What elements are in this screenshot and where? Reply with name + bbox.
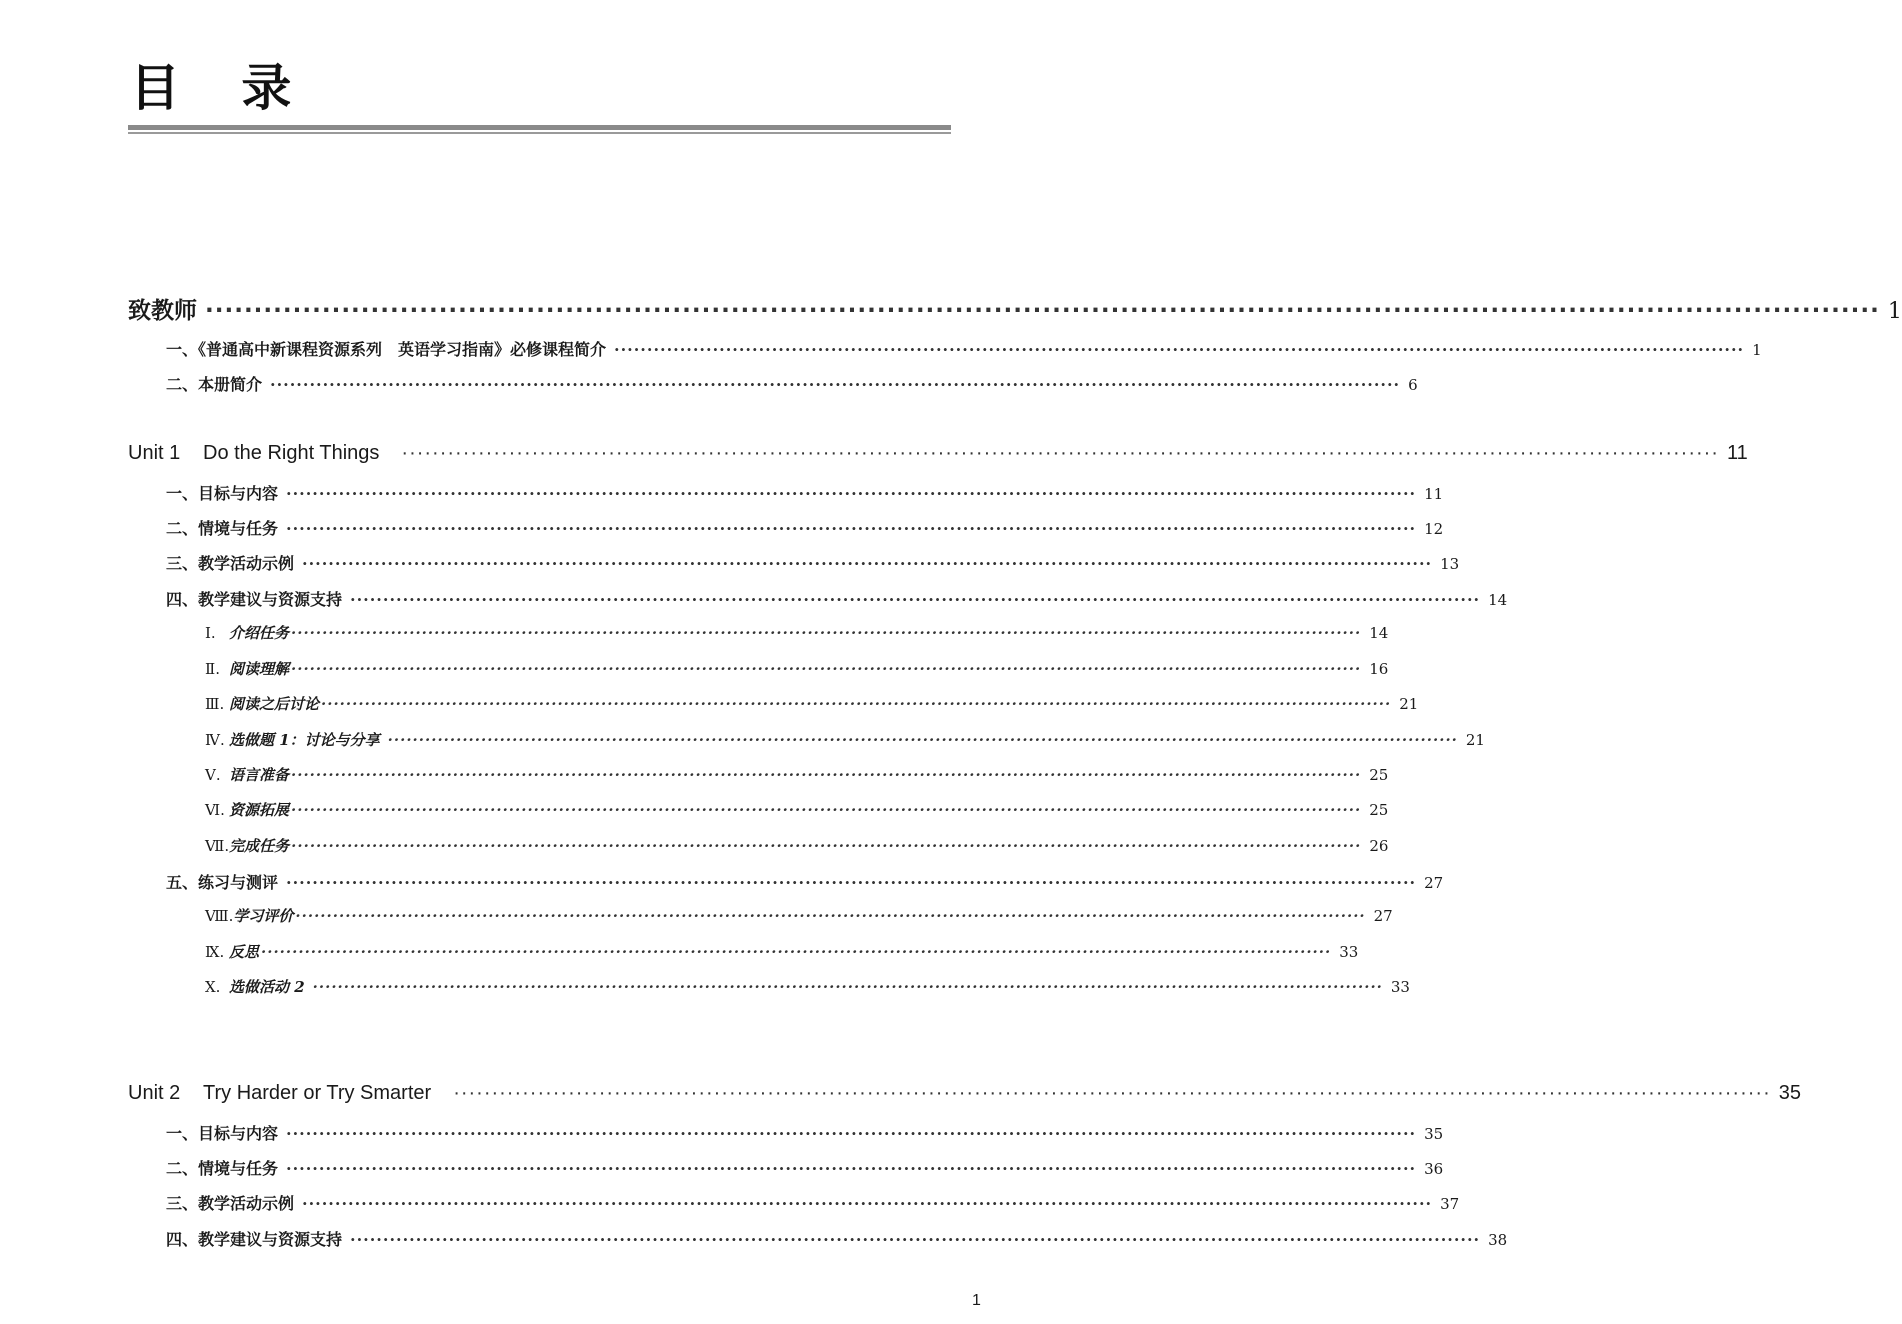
toc-entry-page: 37 — [1440, 1195, 1460, 1213]
toc-subentry[interactable] — [205, 764, 1389, 785]
toc-leader: ············································································································································································ — [286, 484, 1417, 503]
toc-leader: ············································································································································································ — [453, 1082, 1771, 1104]
toc-subentry[interactable] — [205, 905, 1393, 926]
title-divider — [128, 125, 951, 134]
toc-entry-page: 14 — [1369, 624, 1389, 642]
toc-entry-page: 21 — [1399, 695, 1419, 713]
toc-subentry[interactable] — [205, 729, 1485, 750]
page-number: 1 — [972, 1292, 981, 1309]
toc-subentry[interactable] — [205, 835, 1389, 856]
toc-entry-page: 25 — [1369, 766, 1389, 784]
toc-leader: ············································································································································································ — [261, 943, 1332, 961]
toc-entry-title: Ⅶ.完成任务 — [205, 837, 290, 855]
toc-leader: ············································································································································································ — [302, 554, 1433, 573]
toc-subentry[interactable] — [205, 976, 1410, 997]
toc-leader: ············································································································································································ — [312, 978, 1383, 996]
toc-leader: ············································································································································································ — [205, 298, 1880, 324]
toc-leader: ············································································································································································ — [614, 340, 1745, 359]
toc-leader: ············································································································································································ — [401, 442, 1719, 464]
toc-entry-unit-1[interactable] — [128, 442, 1748, 465]
toc-entry-page: 1 — [1752, 341, 1762, 359]
roman-numeral: Ⅶ. — [205, 837, 230, 855]
toc-entry-title — [128, 1082, 431, 1105]
unit-title: Try Harder or Try Smarter — [203, 1082, 432, 1104]
toc-leader: ············································································································································································ — [321, 695, 1392, 713]
toc-entry-page: 35 — [1778, 1082, 1801, 1104]
toc-entry[interactable] — [166, 870, 1444, 893]
toc-leader: ············································································································································································ — [350, 590, 1481, 609]
toc-entry-page: 38 — [1488, 1231, 1508, 1249]
unit-title: Do the Right Things — [203, 442, 380, 464]
toc-leader: ············································································································································································ — [270, 375, 1401, 394]
toc-entry-page: 25 — [1369, 801, 1389, 819]
toc-entry-page: 1 — [1887, 299, 1902, 324]
toc-entry-title: 致教师 — [128, 298, 197, 324]
toc-entry-page: 11 — [1424, 485, 1444, 503]
toc-subentry[interactable] — [205, 622, 1389, 643]
toc-entry-page: 11 — [1726, 442, 1748, 464]
roman-numeral: Ⅷ. — [205, 907, 234, 925]
toc-entry[interactable] — [166, 337, 1762, 360]
toc-entry-title: Ⅸ. 反思 — [205, 943, 260, 961]
toc-entry-title: 三、教学活动示例 — [166, 1194, 295, 1213]
toc-entry[interactable] — [166, 587, 1508, 610]
toc-subentry[interactable] — [205, 658, 1389, 679]
toc-entry-title: 一、目标与内容 — [166, 484, 279, 503]
toc-entry-title: 二、情境与任务 — [166, 1159, 279, 1178]
toc-entry-title: 二、本册简介 — [166, 375, 263, 394]
toc-entry[interactable] — [166, 551, 1460, 574]
roman-numeral: Ⅸ. — [205, 943, 225, 961]
toc-entry-title: Ⅴ. 语言准备 — [205, 766, 290, 784]
toc-entry[interactable] — [166, 516, 1444, 539]
toc-leader: ············································································································································································ — [286, 519, 1417, 538]
toc-leader: ············································································································································································ — [291, 624, 1362, 642]
toc-entry[interactable] — [166, 1191, 1460, 1214]
toc-entry-page: 21 — [1465, 731, 1485, 749]
toc-leader: ············································································································································································ — [286, 1159, 1417, 1178]
toc-entry-title: Ⅲ. 阅读之后讨论 — [205, 695, 320, 713]
toc-entry-title: Ⅹ. 选做活动 2 — [205, 978, 305, 996]
toc-entry-title — [128, 442, 379, 465]
toc-entry-page: 36 — [1424, 1160, 1444, 1178]
toc-leader: ············································································································································································ — [350, 1230, 1481, 1249]
toc-entry-title: 四、教学建议与资源支持 — [166, 590, 343, 609]
toc-entry-page: 33 — [1390, 978, 1410, 996]
toc-entry-page: 27 — [1373, 907, 1393, 925]
toc-entry-title: 一、目标与内容 — [166, 1124, 279, 1143]
toc-entry-title: 三、教学活动示例 — [166, 554, 295, 573]
toc-entry-page: 14 — [1488, 591, 1508, 609]
unit-label: Unit 1 — [128, 442, 181, 464]
toc-entry[interactable] — [166, 1121, 1444, 1144]
roman-numeral: Ⅳ. — [205, 731, 225, 749]
toc-leader: ············································································································································································ — [302, 1194, 1433, 1213]
toc-leader: ············································································································································································ — [387, 731, 1458, 749]
page-title: 目 录 — [130, 59, 314, 117]
roman-numeral: Ⅱ. — [205, 660, 220, 678]
roman-numeral: Ⅵ. — [205, 801, 225, 819]
roman-numeral: Ⅲ. — [205, 695, 225, 713]
roman-numeral: Ⅴ. — [205, 766, 221, 784]
toc-entry[interactable] — [166, 1227, 1508, 1250]
roman-numeral: Ⅹ. — [205, 978, 221, 996]
toc-entry-title: Ⅷ.学习评价 — [205, 907, 294, 925]
toc-entry[interactable] — [166, 372, 1418, 395]
toc-leader: ············································································································································································ — [291, 837, 1362, 855]
toc-entry-title: Ⅳ. 选做题 1：讨论与分享 — [205, 731, 380, 749]
toc-entry[interactable] — [166, 481, 1444, 504]
toc-subentry[interactable] — [205, 799, 1389, 820]
toc-entry-title: Ⅰ. 介绍任务 — [205, 624, 290, 642]
toc-entry-page: 26 — [1369, 837, 1389, 855]
toc-entry-title: Ⅵ. 资源拓展 — [205, 801, 290, 819]
toc-subentry[interactable] — [205, 693, 1419, 714]
toc-entry-title: Ⅱ. 阅读理解 — [205, 660, 290, 678]
toc-entry[interactable] — [166, 1156, 1444, 1179]
toc-entry-to-teacher[interactable] — [128, 292, 1902, 325]
toc-entry-page: 27 — [1424, 874, 1444, 892]
toc-leader: ············································································································································································ — [295, 907, 1366, 925]
toc-entry-title: 五、练习与测评 — [166, 873, 279, 892]
roman-numeral: Ⅰ. — [205, 624, 216, 642]
toc-leader: ············································································································································································ — [291, 801, 1362, 819]
toc-entry-title: 四、教学建议与资源支持 — [166, 1230, 343, 1249]
toc-entry-page: 13 — [1440, 555, 1460, 573]
toc-entry-page: 33 — [1339, 943, 1359, 961]
toc-leader: ············································································································································································ — [286, 873, 1417, 892]
toc-entry-title: 二、情境与任务 — [166, 519, 279, 538]
unit-label: Unit 2 — [128, 1082, 181, 1104]
toc-leader: ············································································································································································ — [291, 660, 1362, 678]
toc-leader: ············································································································································································ — [286, 1124, 1417, 1143]
toc-subentry[interactable] — [205, 941, 1359, 962]
toc-entry-title: 一、《普通高中新课程资源系列 英语学习指南》必修课程简介 — [166, 340, 607, 359]
toc-entry-page: 16 — [1369, 660, 1389, 678]
toc-entry-unit-2[interactable] — [128, 1082, 1801, 1105]
toc-entry-page: 35 — [1424, 1125, 1444, 1143]
toc-leader: ············································································································································································ — [291, 766, 1362, 784]
toc-entry-page: 12 — [1424, 520, 1444, 538]
toc-entry-page: 6 — [1408, 376, 1418, 394]
